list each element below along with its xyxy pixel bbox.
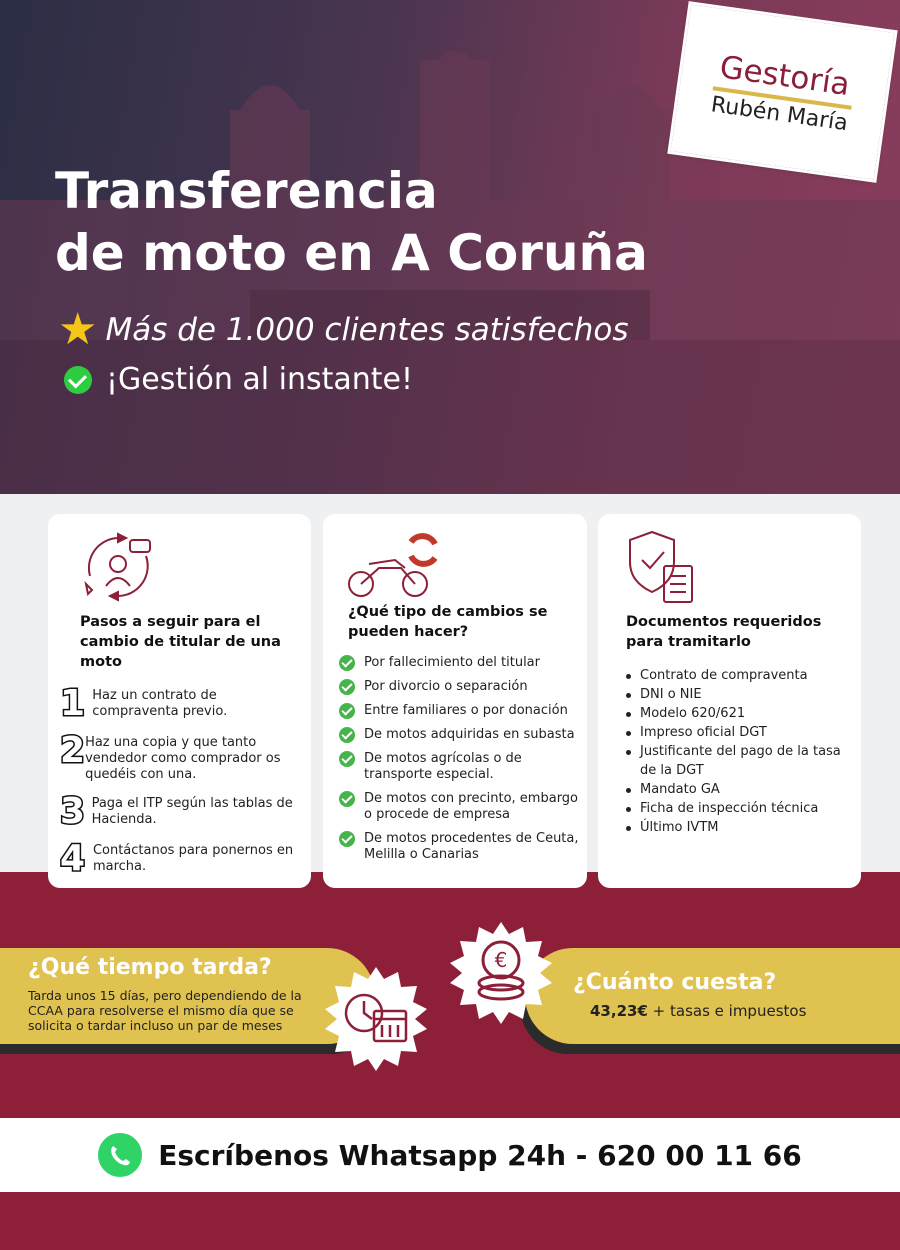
documents-card xyxy=(598,514,861,888)
list-item: DNI o NIE xyxy=(626,685,851,704)
check-icon xyxy=(339,751,355,767)
step-text: Haz un contrato de compraventa previo. xyxy=(92,688,228,719)
feature-instant: ¡Gestión al instante! xyxy=(58,362,413,397)
step-number: 3 xyxy=(60,791,86,832)
list-item: Modelo 620/621 xyxy=(626,704,851,723)
list-item: Justificante del pago de la tasa de la DGT xyxy=(626,742,851,780)
step-number: 2 xyxy=(60,730,86,771)
cost-title: ¿Cuánto cuesta? xyxy=(573,970,777,995)
changes-card xyxy=(323,514,587,888)
check-icon xyxy=(339,727,355,743)
list-item: Último IVTM xyxy=(626,818,851,837)
list-item: Entre familiares o por donación xyxy=(339,703,584,719)
bottom-band xyxy=(0,1192,900,1250)
step-item xyxy=(60,791,305,832)
shield-document-icon xyxy=(626,528,698,608)
step-text: Haz una copia y que tanto vendedor como comprador os quedéis con una. xyxy=(85,735,281,782)
step-item xyxy=(60,730,305,783)
cost-extra: + tasas e impuestos xyxy=(647,1002,807,1020)
check-icon xyxy=(339,703,355,719)
list-item: De motos con precinto, embargo o procede de empresa xyxy=(339,791,584,823)
cost-amount: 43,23€ xyxy=(590,1002,648,1020)
clock-calendar-badge xyxy=(322,965,430,1073)
list-item: Mandato GA xyxy=(626,780,851,799)
steps-card xyxy=(48,514,311,888)
list-item: De motos adquiridas en subasta xyxy=(339,727,584,743)
step-number: 1 xyxy=(60,683,86,724)
star-icon: ★ xyxy=(58,304,98,355)
euro-icon: € xyxy=(494,948,508,972)
time-text: Tarda unos 15 días, pero dependiendo de la CCAA para resolverse el mismo día que se solicita o tardar incluso un par de meses xyxy=(28,988,302,1033)
changes-list xyxy=(339,655,584,871)
brand-name: Gestoría xyxy=(717,48,853,103)
list-item: Contrato de compraventa xyxy=(626,666,851,685)
steps-card-title: Pasos a seguir para el cambio de titular de una moto xyxy=(80,614,281,670)
cost-ribbon xyxy=(525,948,900,1044)
whatsapp-icon[interactable] xyxy=(98,1133,142,1177)
list-item: De motos procedentes de Ceuta, Melilla o Canarias xyxy=(339,831,584,863)
motorcycle-exchange-icon xyxy=(345,524,445,602)
list-item: Por fallecimiento del titular xyxy=(339,655,584,671)
check-circle-icon xyxy=(64,366,92,394)
documents-list xyxy=(626,666,851,837)
hero-title: Transferencia de moto en A Coruña xyxy=(55,162,648,282)
list-item: De motos agrícolas o de transporte especial. xyxy=(339,751,584,783)
step-text: Paga el ITP según las tablas de Hacienda. xyxy=(91,796,293,827)
check-icon xyxy=(339,655,355,671)
feature-clients: ★ Más de 1.000 clientes satisfechos xyxy=(58,304,629,355)
changes-card-title: ¿Qué tipo de cambios se pueden hacer? xyxy=(348,604,548,640)
documents-card-title: Documentos requeridos para tramitarlo xyxy=(626,614,822,650)
brand-subname: Rubén María xyxy=(709,91,850,136)
footer-contact xyxy=(0,1118,900,1192)
check-icon xyxy=(339,679,355,695)
list-item: Ficha de inspección técnica xyxy=(626,799,851,818)
check-icon xyxy=(339,831,355,847)
list-item: Impreso oficial DGT xyxy=(626,723,851,742)
cost-price xyxy=(590,1002,806,1020)
steps-list xyxy=(60,683,305,888)
step-text: Contáctanos para ponernos en marcha. xyxy=(92,843,294,874)
customer-support-icon xyxy=(78,526,158,606)
step-item xyxy=(60,838,305,879)
coins-badge xyxy=(448,920,554,1026)
check-icon xyxy=(339,791,355,807)
step-number: 4 xyxy=(60,838,86,879)
list-item: Por divorcio o separación xyxy=(339,679,584,695)
whatsapp-contact-text[interactable]: Escríbenos Whatsapp 24h - 620 00 11 66 xyxy=(158,1138,802,1172)
brand-logo-stamp xyxy=(671,4,895,179)
time-title: ¿Qué tiempo tarda? xyxy=(28,955,272,980)
step-item xyxy=(60,683,305,724)
